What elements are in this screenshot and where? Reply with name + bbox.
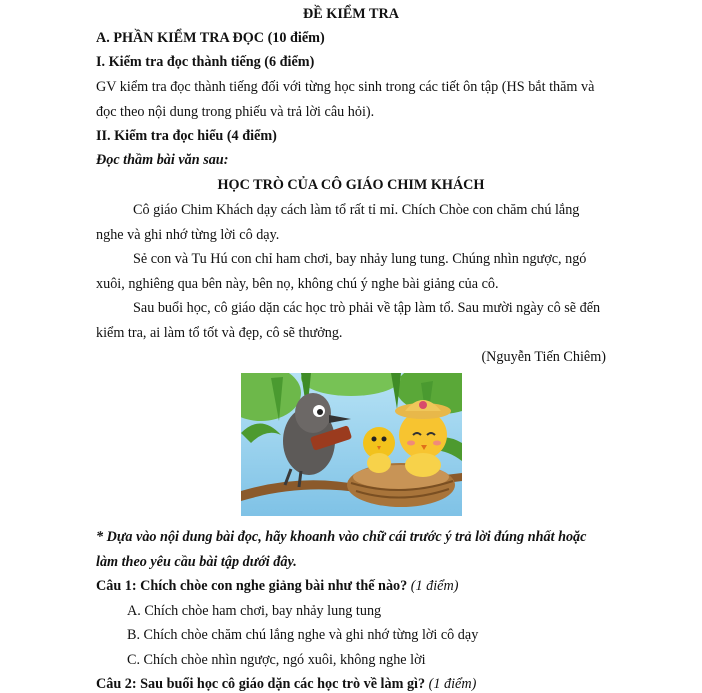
section-a-heading: A. PHẦN KIỂM TRA ĐỌC (10 điểm) [96, 30, 325, 46]
story-p1-line2: nghe và ghi nhớ từng lời cô dạy. [96, 227, 280, 243]
reading-instruction: Đọc thầm bài văn sau: [96, 152, 229, 168]
story-p2-line1: Sẻ con và Tu Hú con chỉ ham chơi, bay nhảy lung tung. Chúng nhìn ngược, ngó [133, 251, 587, 267]
story-p3-line2: kiểm tra, ai làm tổ tốt và đẹp, cô sẽ thưởng. [96, 325, 343, 341]
part1-heading: I. Kiểm tra đọc thành tiếng (6 điểm) [96, 54, 315, 70]
part1-text-line1: GV kiểm tra đọc thành tiếng đối với từng học sinh trong các tiết ôn tập (HS bắt thăm và [96, 79, 595, 95]
question-2-label: Câu 2: Sau buổi học cô giáo dặn các học trò về làm gì? [96, 676, 426, 692]
part1-text-line2: đọc theo nội dung trong phiếu và trả lời câu hỏi). [96, 104, 375, 120]
question-2-points: (1 điểm) [425, 676, 477, 692]
question-2 [96, 675, 476, 693]
story-p3-line1: Sau buổi học, cô giáo dặn các học trò phải về tập làm tổ. Sau mười ngày cô sẽ đến [133, 300, 601, 316]
story-illustration [241, 373, 462, 516]
question-1-option-b[interactable]: B. Chích chòe chăm chú lắng nghe và ghi nhớ từng lời cô dạy [127, 627, 479, 643]
story-p2-line2: xuôi, nghiêng qua bên này, bên nọ, không chú ý nghe bài giảng của cô. [96, 276, 499, 292]
question-1-points: (1 điểm) [407, 578, 459, 594]
questions-instruction-line1: * Dựa vào nội dung bài đọc, hãy khoanh vào chữ cái trước ý trả lời đúng nhất hoặc [96, 529, 587, 545]
questions-instruction-line2: làm theo yêu cầu bài tập dưới đây. [96, 554, 297, 570]
document-title: ĐỀ KIỂM TRA [303, 6, 399, 22]
story-title: HỌC TRÒ CỦA CÔ GIÁO CHIM KHÁCH [217, 177, 485, 193]
story-author: (Nguyễn Tiến Chiêm) [481, 349, 606, 365]
story-p1-line1: Cô giáo Chim Khách dạy cách làm tổ rất tỉ mỉ. Chích Chòe con chăm chú lắng [133, 202, 580, 218]
question-1-option-c[interactable]: C. Chích chòe nhìn ngược, ngó xuôi, không nghe lời [127, 652, 426, 668]
question-1 [96, 577, 458, 595]
question-1-option-a[interactable]: A. Chích chòe ham chơi, bay nhảy lung tung [127, 603, 382, 619]
part2-heading: II. Kiểm tra đọc hiểu (4 điểm) [96, 128, 277, 144]
small-chick [363, 427, 395, 473]
question-1-label: Câu 1: Chích chòe con nghe giảng bài như thế nào? [96, 578, 408, 594]
